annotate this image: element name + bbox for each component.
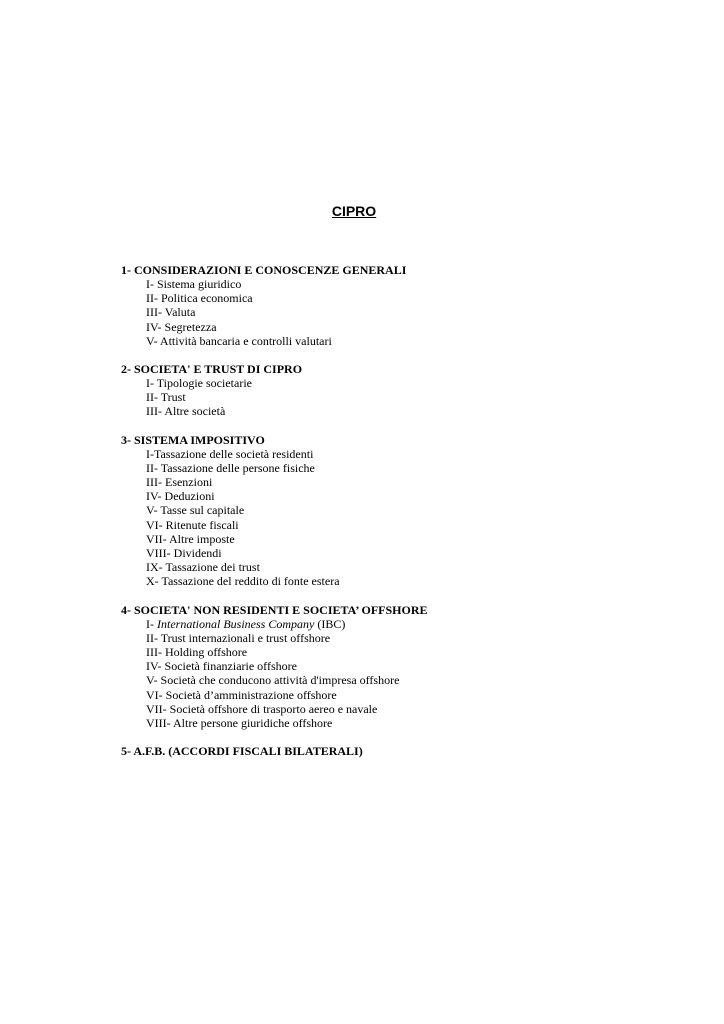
list-item: I- Sistema giuridico: [146, 277, 242, 291]
section-items: [121, 617, 681, 731]
section-items: [121, 376, 681, 419]
document-title-text: CIPRO: [331, 203, 377, 219]
list-item: V- Attività bancaria e controlli valutari: [146, 333, 332, 348]
table-of-contents: [121, 263, 681, 772]
list-item: III- Valuta: [146, 305, 196, 320]
section-heading: 5- A.F.B. (ACCORDI FISCALI BILATERALI): [121, 744, 363, 759]
section-heading: 1- CONSIDERAZIONI E CONOSCENZE GENERALI: [121, 263, 407, 277]
item-prefix: I-: [146, 616, 157, 631]
section-heading: 3- SISTEMA IMPOSITIVO: [121, 432, 265, 447]
section-4: [121, 603, 681, 731]
list-item: IV- Deduzioni: [146, 489, 215, 504]
list-item: VI- Ritenute fiscali: [146, 517, 239, 532]
list-item: II- Politica economica: [146, 291, 253, 306]
section-heading: 4- SOCIETA' NON RESIDENTI E SOCIETA’ OFFSHORE: [121, 602, 428, 617]
list-item: II- Trust internazionali e trust offshore: [146, 630, 331, 645]
section-heading: 2- SOCIETA' E TRUST DI CIPRO: [121, 362, 303, 377]
document-title: [0, 203, 724, 219]
section-items: [121, 277, 681, 348]
section-items: [121, 447, 681, 589]
list-item: [146, 617, 681, 631]
list-item: IV- Società finanziarie offshore: [146, 659, 297, 674]
list-item: VIII- Dividendi: [146, 546, 222, 561]
item-suffix: (IBC): [314, 616, 346, 631]
list-item: II- Trust: [146, 390, 186, 405]
item-italic-name: International Business Company: [157, 616, 315, 631]
list-item: X- Tassazione del reddito di fonte estera: [146, 574, 340, 589]
list-item: VI- Società d’amministrazione offshore: [146, 687, 337, 702]
list-item: I-Tassazione delle società residenti: [146, 446, 314, 461]
list-item: VII- Società offshore di trasporto aereo e navale: [146, 701, 378, 716]
list-item: V- Società che conducono attività d'impresa offshore: [146, 673, 400, 688]
section-1: [121, 263, 681, 348]
section-2: [121, 362, 681, 419]
list-item: I- Tipologie societarie: [146, 376, 252, 391]
list-item: III- Esenzioni: [146, 475, 213, 490]
list-item: III- Altre società: [146, 404, 226, 419]
list-item: IV- Segretezza: [146, 319, 217, 334]
list-item: VIII- Altre persone giuridiche offshore: [146, 716, 333, 731]
list-item: II- Tassazione delle persone fisiche: [146, 460, 315, 475]
section-5: [121, 744, 681, 758]
section-3: [121, 433, 681, 589]
list-item: III- Holding offshore: [146, 645, 248, 660]
list-item: IX- Tassazione dei trust: [146, 560, 260, 575]
list-item: VII- Altre imposte: [146, 531, 235, 546]
list-item: V- Tasse sul capitale: [146, 503, 245, 518]
